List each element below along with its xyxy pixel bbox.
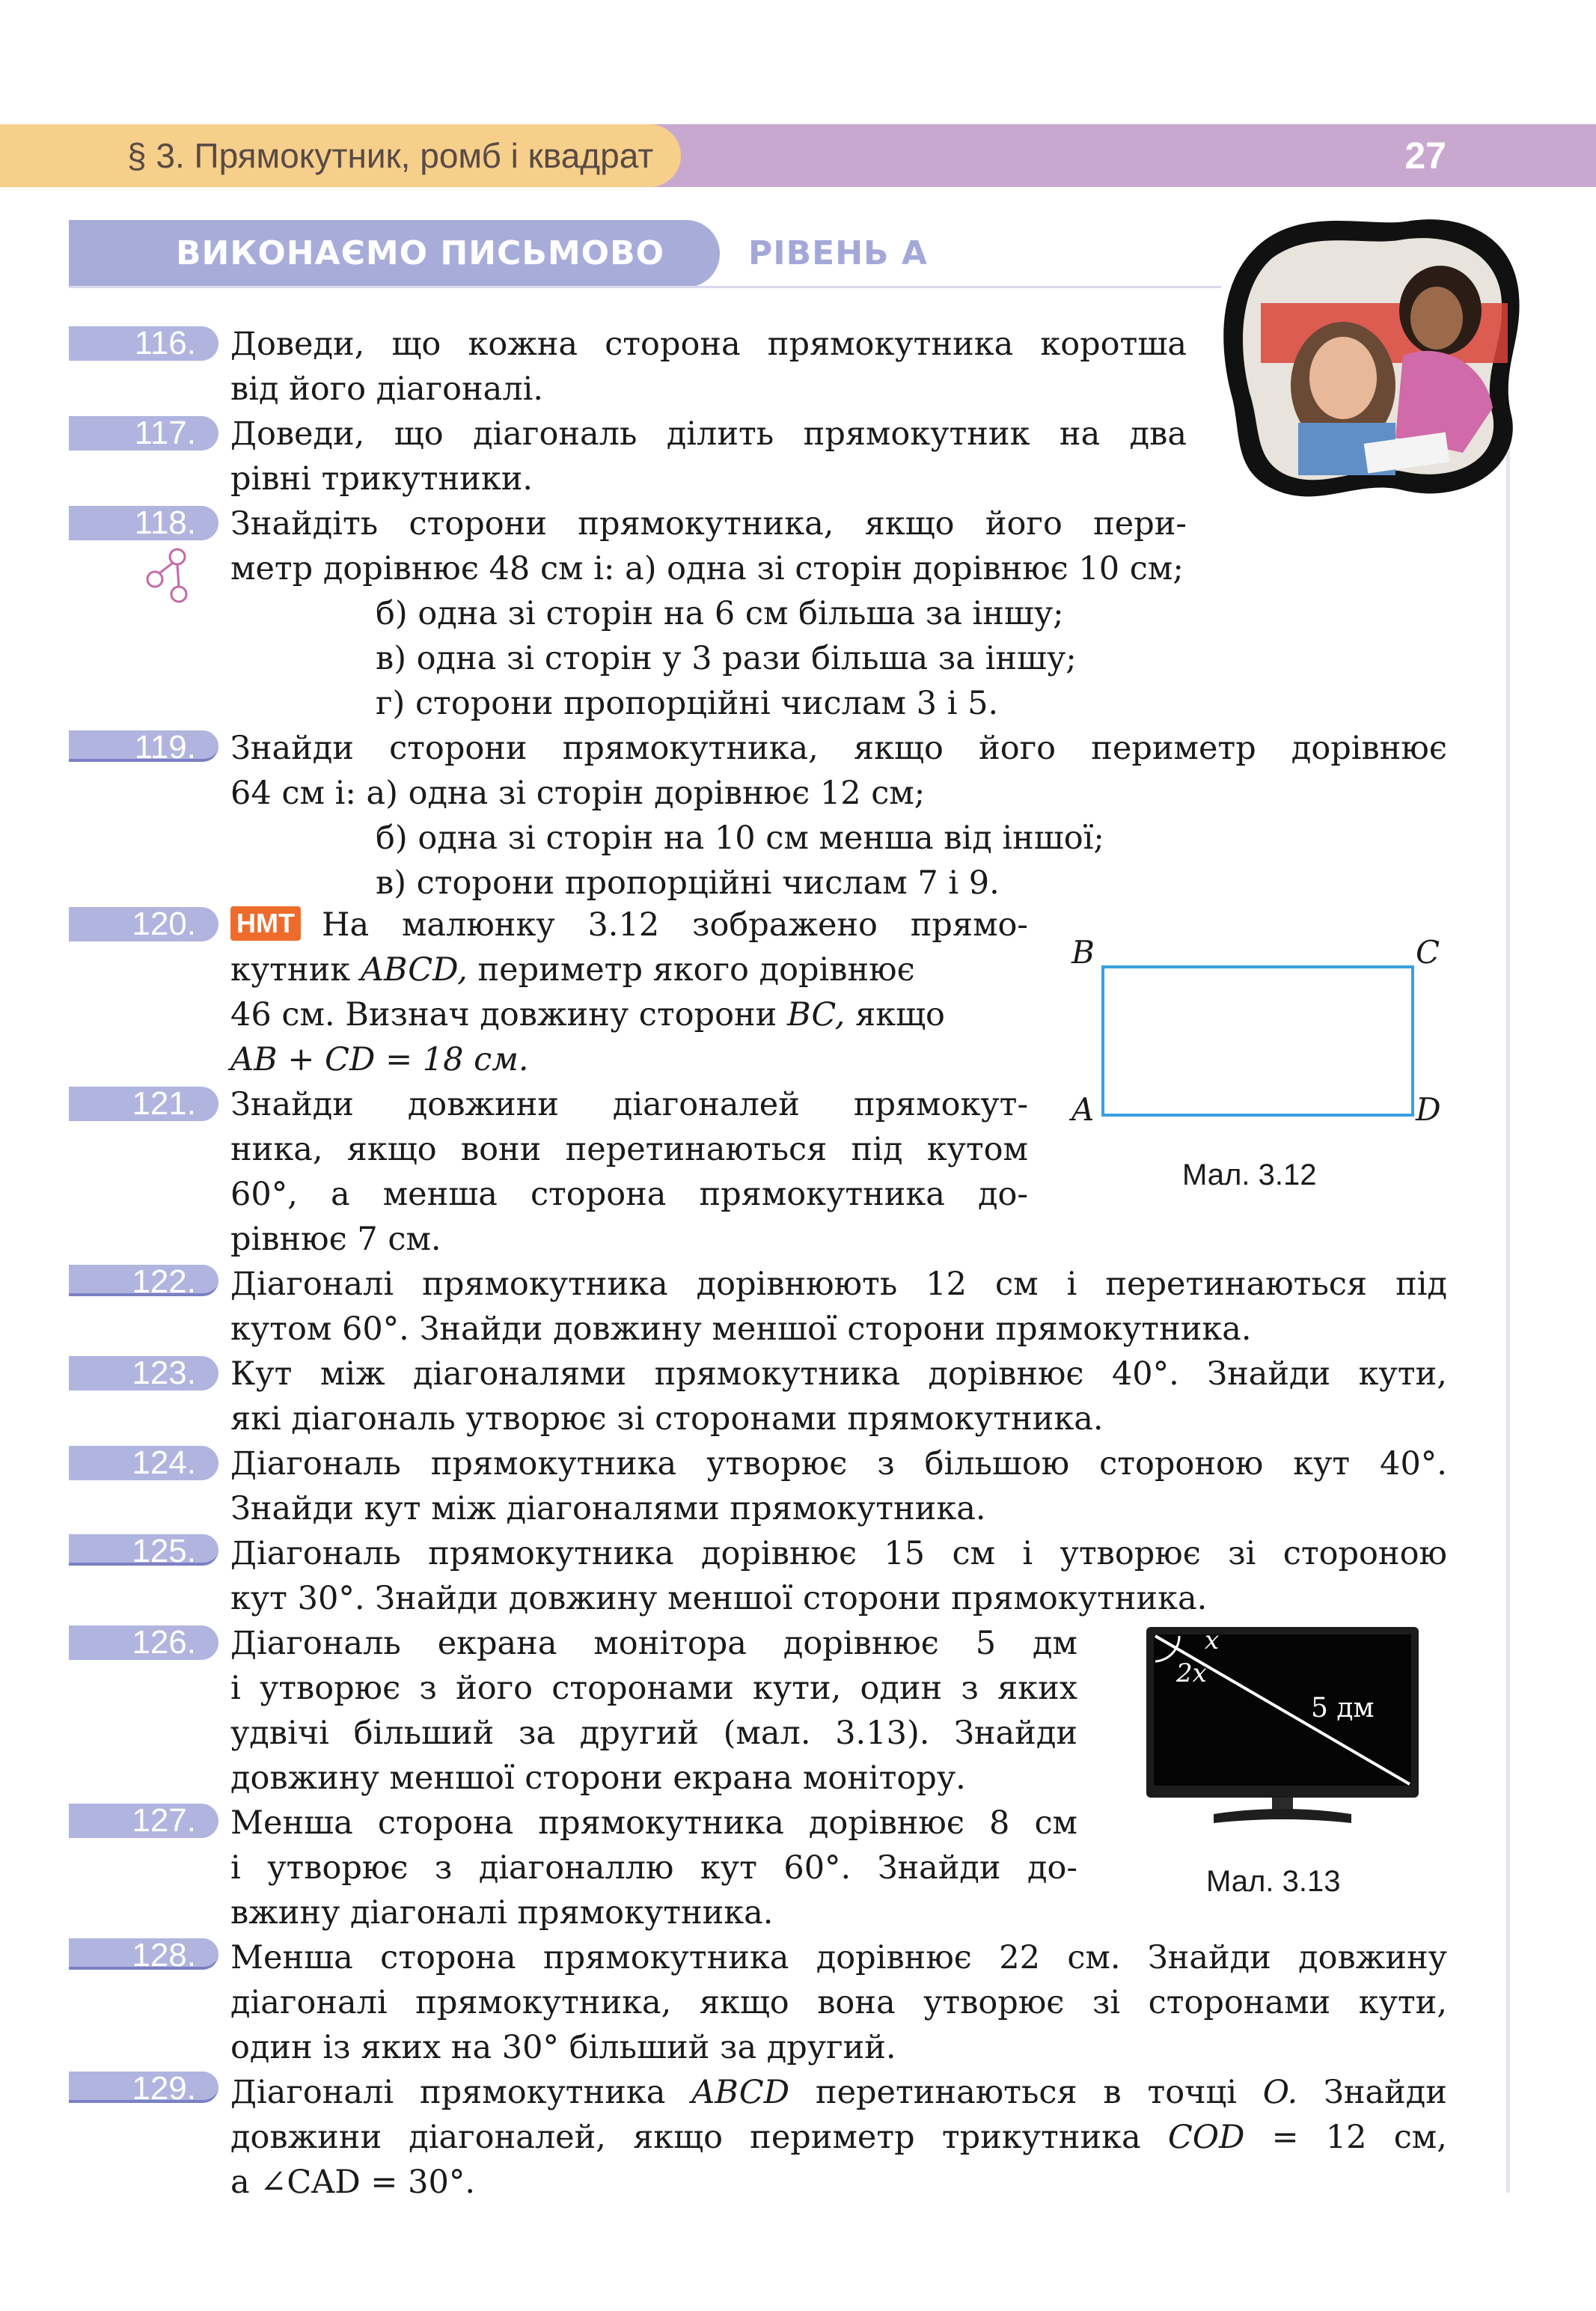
vertex-d-label: D [1416,1091,1441,1128]
p127-line2: і утворює з діагоналлю кут 60°. Знайди до- [230,1849,1077,1887]
p121-line4: рівнює 7 см. [230,1221,441,1258]
heading-title: ВИКОНАЄМО ПИСЬМОВО [176,234,665,272]
p118-line5: г) сторони пропорційні числам 3 і 5. [376,685,999,722]
p128-line3: один із яких на 30° більший за другий. [230,2029,896,2066]
nmt-badge: НМТ [230,906,301,941]
vertex-c-label: C [1416,934,1440,971]
problem-number-129: 129. [69,2072,218,2103]
p123-line2: які діагональ утворює зі сторонами прямокутника. [230,1400,1104,1438]
p124-line1: Діагональ прямокутника утворює з більшою стороною кут 40°. [230,1445,1447,1483]
vertex-b-label: B [1071,934,1095,971]
p119-line4: в) сторони пропорційні числам 7 і 9. [376,864,1000,902]
p119-line3: б) одна зі сторін на 10 см менша від іншої; [376,819,1104,857]
p125-line2: кут 30°. Знайди довжину меншої сторони прямокутника. [230,1580,1208,1617]
problem-number-125: 125. [69,1534,218,1566]
p129-line2: довжини діагоналей, якщо периметр трикутника COD = 12 см, [230,2119,1447,2156]
p120-line3: 46 см. Визнач довжину сторони BC, якщо [230,996,945,1034]
p121-line2: ника, якщо вони перетинаються під кутом [230,1131,1028,1168]
students-photo [1216,213,1530,513]
heading-underline [69,286,1221,288]
figure-3-12-rect [1101,965,1414,1117]
problem-number-127: 127. [69,1804,218,1838]
problem-number-128: 128. [69,1938,218,1970]
p119-line2: 64 см і: а) одна зі сторін дорівнює 12 см; [230,775,926,812]
problem-number-121: 121. [69,1087,218,1121]
problem-number-119: 119. [69,730,218,762]
problem-number-118: 118. [69,506,218,540]
problem-number-116: 116. [69,326,218,361]
problem-number-120: 120. [69,907,218,941]
p121-line1: Знайди довжини діагоналей прямокут- [230,1086,1028,1123]
p120-line2: кутник ABCD, периметр якого дорівнює [230,951,915,989]
vertex-a-label: A [1071,1091,1095,1128]
angle-x-label: x [1205,1625,1220,1655]
logic-dots-icon [138,546,198,606]
p120-line1: На малюнку 3.12 зображено прямо- [322,906,1028,944]
p126-line3: удвічі більший за другий (мал. 3.13). Знайди [230,1715,1077,1752]
p119-line1: Знайди сторони прямокутника, якщо його периметр дорівнює [230,730,1447,767]
right-margin-rule [1506,419,1510,2193]
p122-line2: кутом 60°. Знайди довжину меншої сторони прямокутника. [230,1310,1252,1348]
level-label: РІВЕНЬ А [748,234,928,272]
section-title: § 3. Прямокутник, ромб і квадрат [127,136,654,175]
diagonal-length-label: 5 дм [1311,1693,1375,1724]
angle-2x-label: 2x [1176,1658,1207,1688]
figure-3-12-caption: Мал. 3.12 [1182,1158,1317,1191]
p122-line1: Діагоналі прямокутника дорівнюють 12 см і перетинаються під [230,1266,1447,1303]
p123-line1: Кут між діагоналями прямокутника дорівнює 40°. Знайди кути, [230,1355,1447,1393]
p125-line1: Діагональ прямокутника дорівнює 15 см і утворює зі стороною [230,1535,1447,1572]
problem-number-123: 123. [69,1356,218,1390]
nmt-badge-line [230,903,317,947]
p117-line1: Доведи, що діагональ ділить прямокутник на два [230,415,1187,453]
p127-line1: Менша сторона прямокутника дорівнює 8 см [230,1804,1077,1842]
page-number: 27 [1404,135,1446,177]
p120-line4: AB + CD = 18 см. [230,1041,529,1078]
problem-number-122: 122. [69,1265,218,1296]
p126-line1: Діагональ екрана монітора дорівнює 5 дм [230,1625,1077,1662]
p128-line2: діагоналі прямокутника, якщо вона утворює зі сторонами кути, [230,1984,1447,2021]
problem-number-117: 117. [69,416,218,451]
problem-number-126: 126. [69,1625,218,1660]
p124-line2: Знайди кут між діагоналями прямокутника. [230,1490,986,1527]
p128-line1: Менша сторона прямокутника дорівнює 22 см. Знайди довжину [230,1939,1447,1976]
p118-line4: в) одна зі сторін у 3 рази більша за іншу; [376,640,1077,677]
monitor-figure [1146,1627,1419,1798]
problem-number-124: 124. [69,1446,218,1480]
p129-line1: Діагоналі прямокутника ABCD перетинаються в точці O. Знайди [230,2074,1447,2111]
p121-line3: 60°, а менша сторона прямокутника до- [230,1176,1028,1213]
p118-line2: метр дорівнює 48 см і: а) одна зі сторін дорівнює 10 см; [230,550,1184,587]
p126-line2: і утворює з його сторонами кути, один з яких [230,1670,1077,1707]
figure-3-13-caption: Мал. 3.13 [1206,1865,1341,1898]
p129-line3: а ∠CAD = 30°. [230,2164,476,2201]
p116-line1: Доведи, що кожна сторона прямокутника коротша [230,326,1187,363]
p116-line2: від його діагоналі. [230,370,544,408]
p126-line4: довжину меншої сторони екрана монітору. [230,1759,966,1797]
p127-line3: вжину діагоналі прямокутника. [230,1894,774,1932]
p118-line1: Знайдіть сторони прямокутника, якщо його пери- [230,505,1187,543]
p118-line3: б) одна зі сторін на 6 см більша за іншу; [376,595,1064,632]
p117-line2: рівні трикутники. [230,460,533,498]
